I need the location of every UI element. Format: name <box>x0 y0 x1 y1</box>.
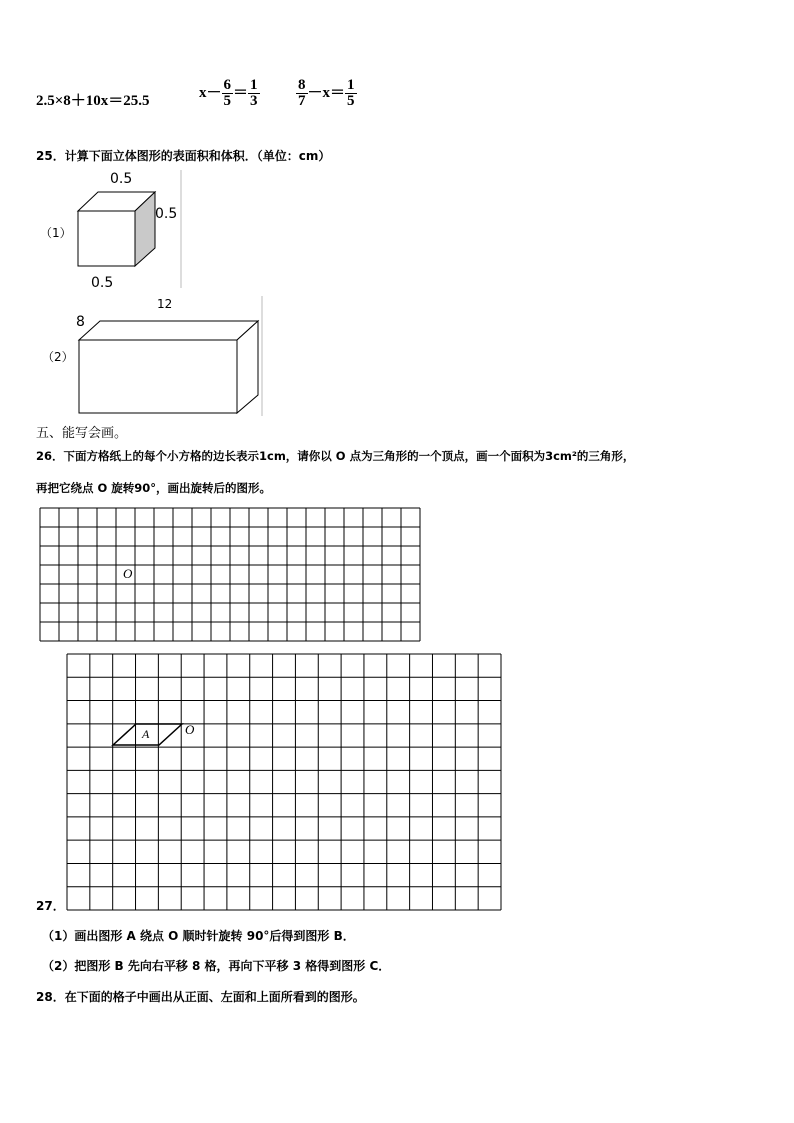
eq2-var: x <box>199 84 207 101</box>
cube-right-dimension: 0.5 <box>155 206 178 222</box>
eq3-op: －x＝ <box>307 84 346 101</box>
eq2-num1: 6 <box>223 77 232 93</box>
eq2-op: － <box>206 84 222 101</box>
shape-a-label: A <box>142 727 150 741</box>
eq2-den2: 3 <box>250 93 258 109</box>
question-28: 28．在下面的格子中画出从正面、左面和上面所看到的图形。 <box>36 990 365 1004</box>
eq2-num2: 1 <box>250 77 258 93</box>
question-25: 25．计算下面立体图形的表面积和体积．（单位：cm） <box>36 149 331 163</box>
cube-bottom-dimension: 0.5 <box>91 275 114 291</box>
eq3-num1: 8 <box>298 77 306 93</box>
figure-2-label: （2） <box>42 350 74 364</box>
eq3-den2: 5 <box>347 93 355 109</box>
question-27-part-2: （2）把图形 B 先向右平移 8 格，再向下平移 3 格得到图形 C． <box>42 959 391 973</box>
q27-point-o-label: O <box>185 722 195 737</box>
cuboid-length: 12 <box>157 297 173 311</box>
figure-1-label: （1） <box>40 226 72 240</box>
eq3-num2: 1 <box>347 77 355 93</box>
equation-1: 2.5×8＋10x＝25.5 <box>36 93 150 109</box>
eq2-den1: 5 <box>223 93 232 109</box>
eq2-eq: ＝ <box>233 84 249 101</box>
question-26-line-2: 再把它绕点 O 旋转90°，画出旋转后的图形。 <box>36 481 272 495</box>
q26-point-o-label: O <box>123 566 133 581</box>
eq3-den1: 7 <box>298 93 306 109</box>
cuboid-width: 8 <box>76 314 85 330</box>
question-27-part-1: （1）画出图形 A 绕点 O 顺时针旋转 90°后得到图形 B． <box>42 929 355 943</box>
cube-top-dimension: 0.5 <box>110 171 133 187</box>
section-5-heading: 五、能写会画。 <box>36 426 128 441</box>
question-27-number: 27． <box>36 899 65 913</box>
question-26-line-1: 26．下面方格纸上的每个小方格的边长表示1cm，请你以 O 点为三角形的一个顶点，画一个面积为3cm²的三角形， <box>36 449 635 463</box>
